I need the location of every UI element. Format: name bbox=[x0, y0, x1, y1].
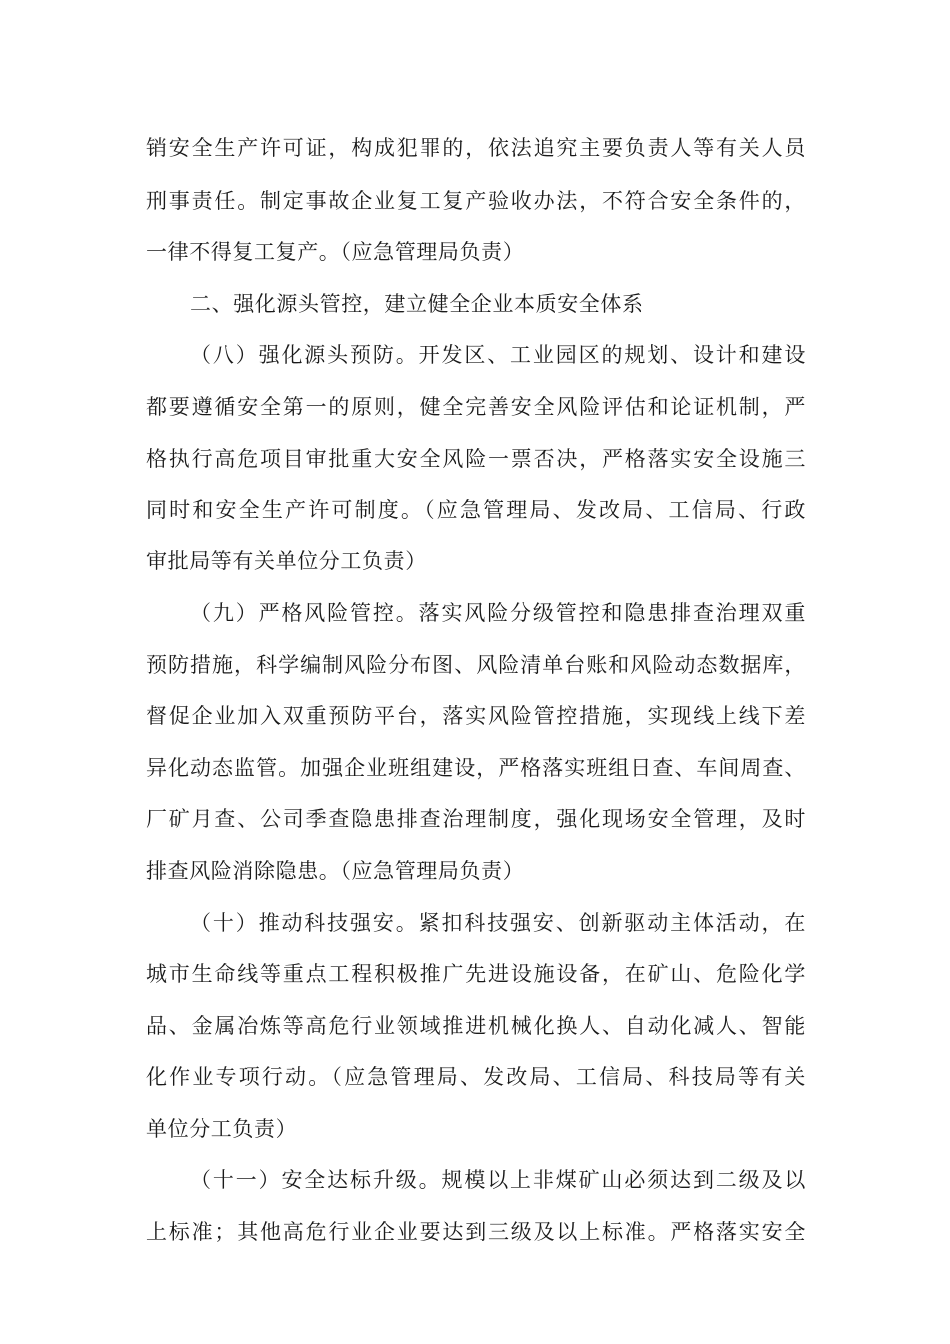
text-line: 异化动态监管。加强企业班组建设，严格落实班组日查、车间周查、 bbox=[146, 756, 806, 780]
text-line: 化作业专项行动。（应急管理局、发改局、工信局、科技局等有关 bbox=[146, 1065, 806, 1089]
text-line: （八）强化源头预防。开发区、工业园区的规划、设计和建设 bbox=[190, 343, 806, 367]
text-line: 城市生命线等重点工程积极推广先进设施设备，在矿山、危险化学 bbox=[146, 962, 806, 986]
text-line: （十一）安全达标升级。规模以上非煤矿山必须达到二级及以 bbox=[190, 1168, 806, 1192]
text-line: 都要遵循安全第一的原则，健全完善安全风险评估和论证机制，严 bbox=[146, 395, 806, 419]
text-line: 品、金属冶炼等高危行业领域推进机械化换人、自动化减人、智能 bbox=[146, 1014, 806, 1038]
text-line: 一律不得复工复产。（应急管理局负责） bbox=[146, 240, 525, 264]
text-line: 刑事责任。制定事故企业复工复产验收办法，不符合安全条件的， bbox=[146, 189, 806, 213]
text-line: （十）推动科技强安。紧扣科技强安、创新驱动主体活动，在 bbox=[190, 911, 806, 935]
text-line: 同时和安全生产许可制度。（应急管理局、发改局、工信局、行政 bbox=[146, 498, 806, 522]
text-line: 单位分工负责） bbox=[146, 1117, 298, 1141]
section-heading: 二、强化源头管控，建立健全企业本质安全体系 bbox=[190, 292, 644, 316]
text-line: 督促企业加入双重预防平台，落实风险管控措施，实现线上线下差 bbox=[146, 704, 806, 728]
text-line: 上标准；其他高危行业企业要达到三级及以上标准。严格落实安全 bbox=[146, 1220, 806, 1244]
text-line: 销安全生产许可证，构成犯罪的，依法追究主要负责人等有关人员 bbox=[146, 136, 806, 160]
text-line: 排查风险消除隐患。（应急管理局负责） bbox=[146, 859, 525, 883]
text-line: 厂矿月查、公司季查隐患排查治理制度，强化现场安全管理，及时 bbox=[146, 807, 806, 831]
text-line: 预防措施，科学编制风险分布图、风险清单台账和风险动态数据库， bbox=[146, 653, 806, 677]
text-line: （九）严格风险管控。落实风险分级管控和隐患排查治理双重 bbox=[190, 601, 806, 625]
text-line: 审批局等有关单位分工负责） bbox=[146, 549, 427, 573]
text-line: 格执行高危项目审批重大安全风险一票否决，严格落实安全设施三 bbox=[146, 447, 806, 471]
